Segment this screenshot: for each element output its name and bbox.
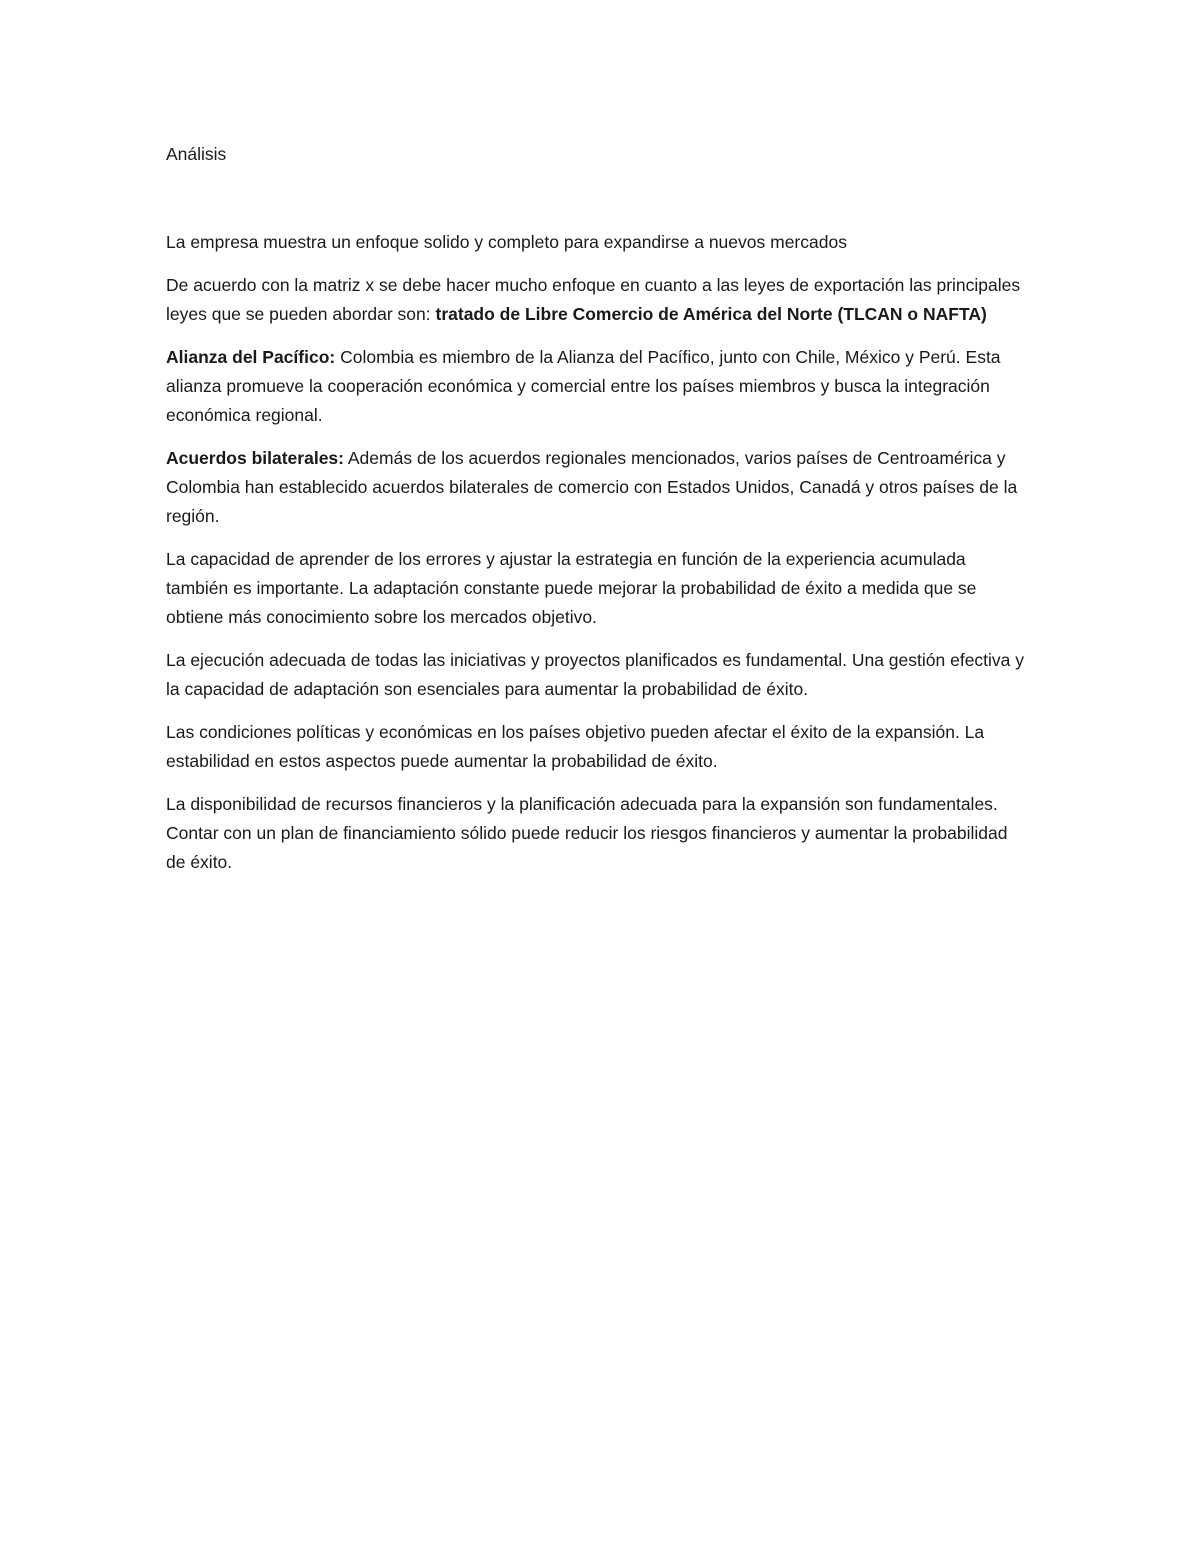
paragraph-pacific-alliance-heading: Alianza del Pacífico: — [166, 347, 336, 367]
paragraph-intro: La empresa muestra un enfoque solido y completo para expandirse a nuevos mercados — [166, 232, 847, 252]
paragraph-execution: La ejecución adecuada de todas las iniciativas y proyectos planificados es fundamental. Una gestión efectiva y la capacidad de adaptación son esenciales para aumentar la probabilidad de éxito. — [166, 650, 1025, 699]
paragraph-bilateral-agreements — [166, 444, 1028, 531]
document-title: Análisis — [166, 144, 227, 164]
document-body — [166, 140, 1028, 891]
paragraph-bilateral-agreements-heading: Acuerdos bilaterales: — [166, 448, 344, 468]
paragraph-pacific-alliance — [166, 343, 1028, 430]
paragraph-bilateral-agreements-text: Además de los acuerdos regionales mencionados, varios países de Centroamérica y Colombia han establecido acuerdos bilaterales de comercio con Estados Unidos, Canadá y otros países de la región. — [166, 448, 1018, 526]
paragraph-financing: La disponibilidad de recursos financieros y la planificación adecuada para la expansión son fundamentales. Contar con un plan de financiamiento sólido puede reducir los riesgos financieros y aumentar la probabilidad de éxito. — [166, 794, 1008, 872]
paragraph-export-laws — [166, 271, 1028, 329]
paragraph-conditions: Las condiciones políticas y económicas en los países objetivo pueden afectar el éxito de la expansión. La estabilidad en estos aspectos puede aumentar la probabilidad de éxito. — [166, 722, 985, 771]
paragraph-export-laws-text: De acuerdo con la matriz x se debe hacer mucho enfoque en cuanto a las leyes de exportación las principales leyes que se pueden abordar son: — [166, 275, 1021, 324]
paragraph-learning: La capacidad de aprender de los errores y ajustar la estrategia en función de la experiencia acumulada también es importante. La adaptación constante puede mejorar la probabilidad de éxito a medida que se obtiene más conocimiento sobre los mercados objetivo. — [166, 549, 977, 627]
paragraph-pacific-alliance-text: Colombia es miembro de la Alianza del Pacífico, junto con Chile, México y Perú. Esta alianza promueve la cooperación económica y comercial entre los países miembros y busca la integración económica regional. — [166, 347, 1001, 425]
paragraph-export-laws-bold: tratado de Libre Comercio de América del Norte (TLCAN o NAFTA) — [435, 304, 987, 324]
